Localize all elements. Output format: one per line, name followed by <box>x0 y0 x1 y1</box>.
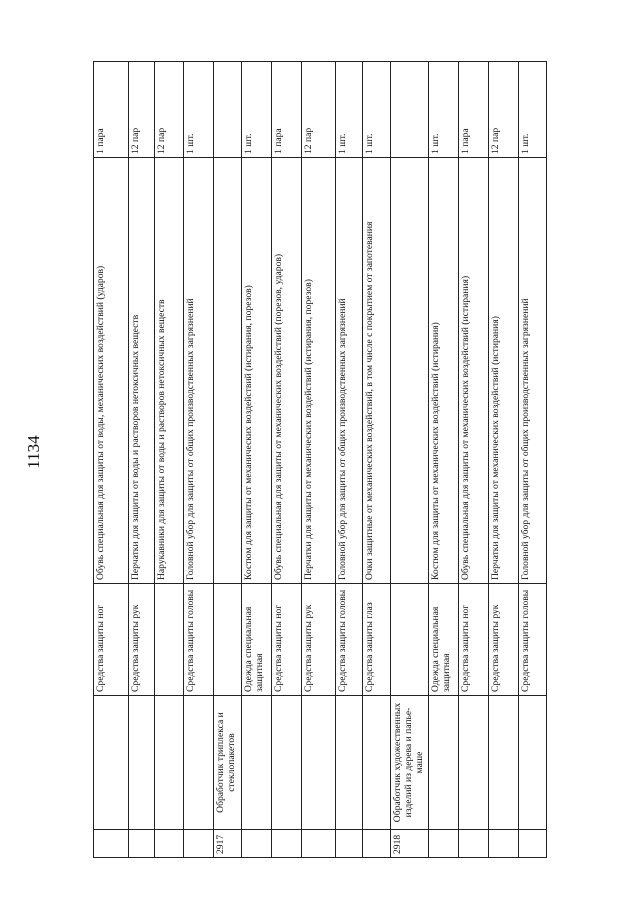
row-code <box>302 830 336 858</box>
row-qty <box>214 62 242 158</box>
row-code: 2917 <box>214 830 242 858</box>
row-code <box>242 830 272 858</box>
row-code <box>94 830 129 858</box>
row-type: Средства защиты ног <box>459 584 489 696</box>
row-item: Перчатки для защиты от механических воздействий (истирания, порезов) <box>302 158 336 584</box>
table-row <box>94 62 129 858</box>
table-body <box>94 62 547 858</box>
row-type: Средства защиты ног <box>94 584 129 696</box>
rotated-table-container <box>93 62 533 858</box>
row-qty: 1 пара <box>94 62 129 158</box>
row-item: Костюм для защиты от механических воздействий (истирания, порезов) <box>242 158 272 584</box>
row-item <box>391 158 429 584</box>
row-profession <box>184 696 214 830</box>
row-profession <box>489 696 519 830</box>
row-type: Средства защиты глаз <box>363 584 391 696</box>
row-qty: 1 шт. <box>363 62 391 158</box>
row-type <box>391 584 429 696</box>
table-row <box>272 62 302 858</box>
ppe-norms-table <box>93 61 547 858</box>
table-row <box>336 62 363 858</box>
row-item: Обувь специальная для защиты от механических воздействий (порезов, ударов) <box>272 158 302 584</box>
row-qty: 1 шт. <box>242 62 272 158</box>
row-type: Средства защиты головы <box>184 584 214 696</box>
row-type <box>155 584 184 696</box>
row-qty: 12 пар <box>489 62 519 158</box>
row-item: Головной убор для защиты от общих производственных загрязнений <box>184 158 214 584</box>
table-row <box>129 62 155 858</box>
row-code <box>155 830 184 858</box>
row-item: Перчатки для защиты от воды и растворов нетоксичных веществ <box>129 158 155 584</box>
row-profession <box>242 696 272 830</box>
row-item: Головной убор для защиты от общих производственных загрязнений <box>519 158 547 584</box>
row-item: Перчатки для защиты от механических воздействий (истирания) <box>489 158 519 584</box>
row-profession <box>519 696 547 830</box>
row-qty: 12 пар <box>302 62 336 158</box>
row-type: Средства защиты рук <box>129 584 155 696</box>
row-profession <box>302 696 336 830</box>
row-qty: 1 пара <box>459 62 489 158</box>
row-item: Нарукавники для защиты от воды и растворов нетоксичных веществ <box>155 158 184 584</box>
row-qty: 12 пар <box>129 62 155 158</box>
row-item <box>214 158 242 584</box>
row-code <box>489 830 519 858</box>
row-type: Средства защиты рук <box>489 584 519 696</box>
row-profession: Обработчик триплекса и стеклопакетов <box>214 696 242 830</box>
row-type: Средства защиты головы <box>519 584 547 696</box>
row-profession <box>336 696 363 830</box>
row-code <box>184 830 214 858</box>
table-row <box>155 62 184 858</box>
row-code <box>336 830 363 858</box>
table-row <box>363 62 391 858</box>
row-code <box>459 830 489 858</box>
row-item: Обувь специальная для защиты от воды, механических воздействий (ударов) <box>94 158 129 584</box>
row-profession: Обработчик художественных изделий из дерева и папье-маше <box>391 696 429 830</box>
row-profession <box>94 696 129 830</box>
row-profession <box>429 696 459 830</box>
row-code <box>429 830 459 858</box>
row-type: Средства защиты головы <box>336 584 363 696</box>
row-code: 2918 <box>391 830 429 858</box>
table-row <box>214 62 242 858</box>
row-type: Средства защиты рук <box>302 584 336 696</box>
row-profession <box>155 696 184 830</box>
row-code <box>272 830 302 858</box>
row-type: Одежда специальная защитная <box>242 584 272 696</box>
row-qty: 1 шт. <box>519 62 547 158</box>
row-profession <box>129 696 155 830</box>
row-item: Обувь специальная для защиты от механических воздействий (истирания) <box>459 158 489 584</box>
row-qty: 1 шт. <box>429 62 459 158</box>
page-number: 1134 <box>24 435 43 469</box>
row-profession <box>459 696 489 830</box>
table-row <box>242 62 272 858</box>
row-type: Одежда специальная защитная <box>429 584 459 696</box>
table-row <box>519 62 547 858</box>
table-row <box>489 62 519 858</box>
row-profession <box>272 696 302 830</box>
table-row <box>302 62 336 858</box>
row-qty: 12 пар <box>155 62 184 158</box>
row-code <box>519 830 547 858</box>
row-type <box>214 584 242 696</box>
row-qty <box>391 62 429 158</box>
row-item: Костюм для защиты от механических воздействий (истирания) <box>429 158 459 584</box>
table-row <box>459 62 489 858</box>
row-item: Головной убор для защиты от общих производственных загрязнений <box>336 158 363 584</box>
row-item: Очки защитные от механических воздействий, в том числе с покрытием от запотевания <box>363 158 391 584</box>
row-qty: 1 пара <box>272 62 302 158</box>
table-row <box>391 62 429 858</box>
row-type: Средства защиты ног <box>272 584 302 696</box>
row-code <box>129 830 155 858</box>
row-qty: 1 шт. <box>336 62 363 158</box>
row-qty: 1 шт. <box>184 62 214 158</box>
table-row <box>429 62 459 858</box>
table-row <box>184 62 214 858</box>
row-code <box>363 830 391 858</box>
row-profession <box>363 696 391 830</box>
